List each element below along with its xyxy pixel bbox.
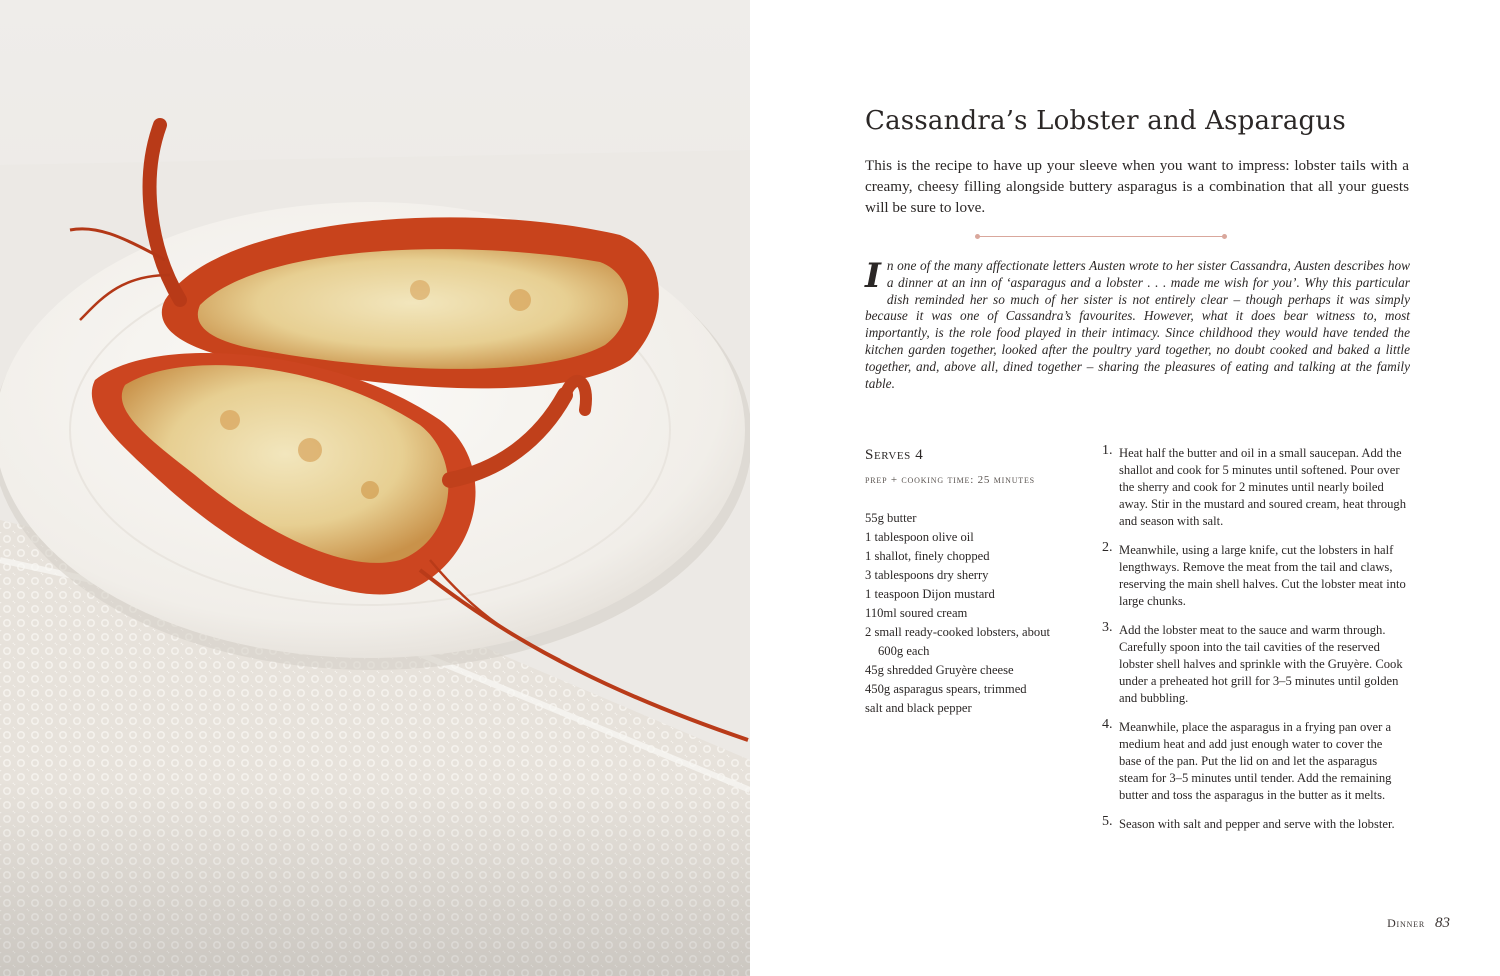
story-text: n one of the many affectionate letters Austen wrote to her sister Cassandra, Austen describes how a dinner at an inn of ‘asparagus and a lobster . . . made me wish for you’. Why this particular dish reminded her so much of her sister is not entirely clear – though perhaps it was simply because it was one of Cassandra’s favourites. However, what it does bear witness to, most importantly, is the role food played in their intimacy. Since childhood they would have tended the kitchen garden together, looked after the poultry yard together, no doubt cooked and baked a little together, and, above all, dined together – sharing the pleasures of eating and talking at the family table. xyxy=(865,258,1410,391)
step-text: Heat half the butter and oil in a small saucepan. Add the shallot and cook for 5 minutes until softened. Pour over the sherry and cook for 2 minutes until nearly boiled away. Stir in the mustard and soured cream, heat through and season with salt. xyxy=(1119,446,1407,528)
method-step xyxy=(1102,719,1406,804)
ingredient-item: 55g butter xyxy=(865,511,917,525)
step-text: Meanwhile, using a large knife, cut the lobsters in half lengthways. Remove the meat from the tail and claws, reserving the main shell halves. Cut the lobster meat into large chunks. xyxy=(1119,543,1406,608)
ingredient-item: 450g asparagus spears, trimmed xyxy=(865,682,1027,696)
ingredient-item: 45g shredded Gruyère cheese xyxy=(865,663,1014,677)
page-number: 83 xyxy=(1435,915,1450,931)
ingredient-item: 1 shallot, finely chopped xyxy=(865,549,990,563)
recipe-title: Cassandra’s Lobster and Asparagus xyxy=(865,106,1346,136)
method-list xyxy=(1102,445,1406,845)
method-step xyxy=(1102,816,1406,833)
ingredient-item: 2 small ready-cooked lobsters, about 600g each xyxy=(865,625,1051,658)
step-text: Add the lobster meat to the sauce and warm through. Carefully spoon into the tail cavities of the reserved lobster shell halves and sprinkle with the Gruyère. Cook under a preheated hot grill for 3–5 minutes until golden and bubbling. xyxy=(1119,623,1403,705)
ingredient-item: 1 teaspoon Dijon mustard xyxy=(865,587,995,601)
divider-dot-right xyxy=(1222,234,1227,239)
recipe-story xyxy=(865,258,1410,392)
recipe-intro: This is the recipe to have up your sleeve when you want to impress: lobster tails with a creamy, cheesy filling alongside buttery asparagus is a combination that all your guests will be sure to love. xyxy=(865,157,1409,216)
ornament-divider xyxy=(975,232,1227,242)
divider-dot-left xyxy=(975,234,980,239)
method-step xyxy=(1102,542,1406,610)
drop-cap: I xyxy=(865,256,881,296)
ingredient-item: 1 tablespoon olive oil xyxy=(865,530,974,544)
method-step xyxy=(1102,622,1406,707)
step-number: 2. xyxy=(1102,540,1113,555)
step-number: 4. xyxy=(1102,717,1113,732)
step-number: 5. xyxy=(1102,814,1113,829)
step-number: 1. xyxy=(1102,443,1113,458)
recipe-page xyxy=(750,0,1500,976)
method-step xyxy=(1102,445,1406,530)
ingredient-item: 3 tablespoons dry sherry xyxy=(865,568,989,582)
ingredients-list xyxy=(865,509,1075,718)
section-name: Dinner xyxy=(1387,916,1425,930)
prep-time: prep + cooking time: 25 minutes xyxy=(865,474,1035,486)
ingredient-item: salt and black pepper xyxy=(865,701,972,715)
page-footer xyxy=(1387,914,1450,932)
serves-heading: Serves 4 xyxy=(865,447,924,463)
step-text: Meanwhile, place the asparagus in a frying pan over a medium heat and add just enough water to cover the base of the pan. Put the lid on and let the asparagus steam for 3–5 minutes until tender. Add the remaining butter and toss the asparagus in the butter as it melts. xyxy=(1119,720,1392,802)
step-number: 3. xyxy=(1102,620,1113,635)
ingredient-item: 110ml soured cream xyxy=(865,606,968,620)
divider-line xyxy=(979,236,1223,237)
step-text: Season with salt and pepper and serve with the lobster. xyxy=(1119,817,1395,831)
